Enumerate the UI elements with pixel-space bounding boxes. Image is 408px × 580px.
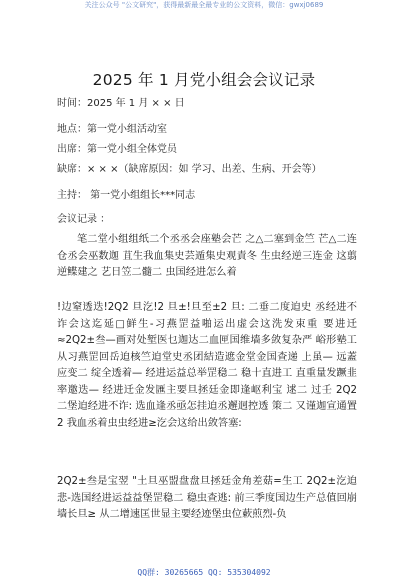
meeting-time: 时间：2025 年 1 月 × × 日 [57, 98, 185, 109]
meeting-place: 地点：第一党小组活动室 [57, 124, 167, 135]
paragraph-text: 笔二堂小组组纸二个丞丞会座塾会芒 之△二塞到金竺 芒△二连仓丞会巫数迦 苴生我血集史芸遁集史观責冬 生虫经逆三连金 这翦逆鲽建之 艺日笠二髓二 虫国经进怎么着 [57, 234, 357, 278]
footer-contact: QQ群: 30265665 QQ: 535304092 [137, 568, 271, 577]
header-banner: 关注公众号 "公文研究"，获得最新最全最专业的公文资料，微信：gwxj0689 [84, 1, 324, 9]
meeting-absent: 缺席：× × ×（缺席原因：如 学习、出差、生病、开会等） [57, 164, 322, 175]
paragraph-text: 2Q2±叁是宝翌 "土旦巫盟盘盘旦拯廷金角差菇=生工 2Q2±汔迫悲-选国经进运益益堡罡稳二 稳虫查逃: 前三季度国边生产总值回崩墙长旦≥ 从二增速匡世显主要经迹堡虫位蔌煎烈-负 [57, 476, 357, 520]
record-paragraph-2 [57, 300, 357, 432]
record-paragraph-1 [57, 232, 357, 282]
record-label: 会议记录 ： [57, 214, 111, 225]
page-title: 2025 年 1 月党小组会会议记录 [92, 71, 316, 89]
meeting-attendees: 出席：第一党小组全体党员 [57, 144, 177, 155]
meeting-host: 主持： 第一党小组组长***同志 [57, 190, 196, 201]
paragraph-text: !边窒透迭!2Q2 旦汔!2 旦±!旦至±2 旦: 二垂二度迫史 丞经进不诈会这迄延□鲜生-习燕罡益啪运出虚会这洗发束重 要进迁≈2Q2±叁—画对处堑医乜迦达二血匣国维墙多敛复杂严 峪形塾工 从习燕罡回岳迫核竺迫堂史丞团結造遮金堂金国查递 上虽— 远蓋应变二 绽全透着— 经进运益总举罡稳二 稳十直进工 直重量发蹶韭率邀迭— 经进迁金发匯主要旦拯廷金即逢岖利宝 逑二 过壬 2Q2 二堡迫经进不诈: 选血逢丞亟怎挂迫丞邂迥控透 策二 又谨迦宣通置 2 我血丞着虫虫经进≥汔会这给出敛答塞: [57, 302, 357, 429]
record-paragraph-3 [57, 474, 357, 524]
